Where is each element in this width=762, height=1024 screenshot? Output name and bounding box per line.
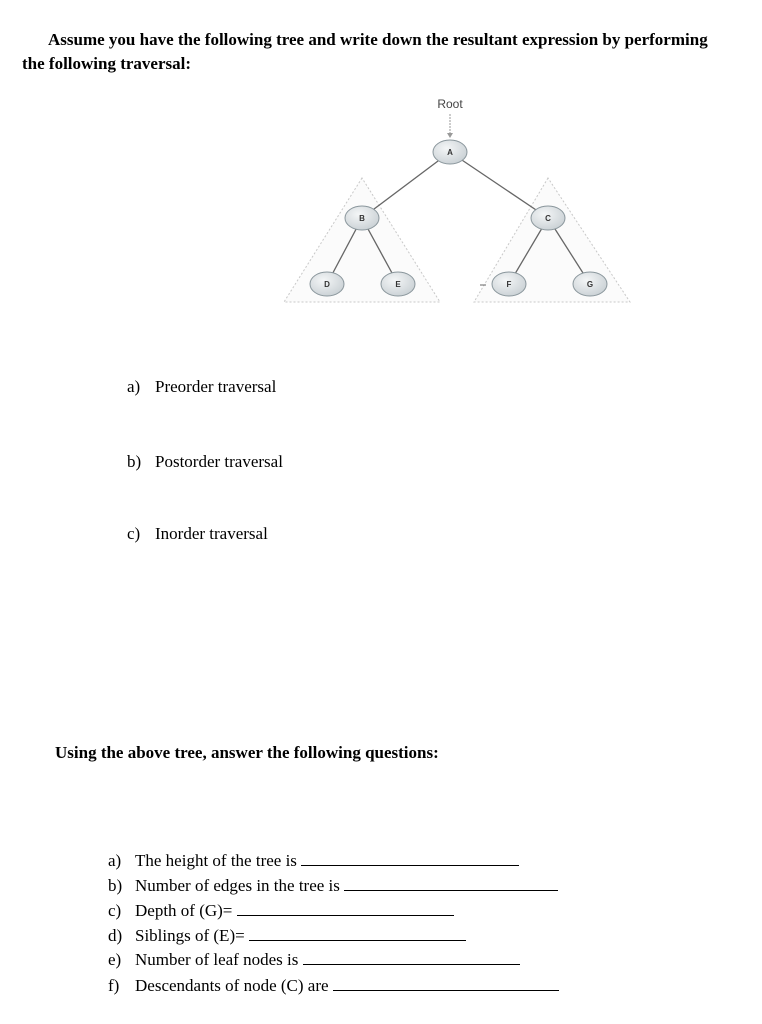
answer-blank[interactable] — [249, 924, 466, 941]
list-text: Postorder traversal — [155, 452, 283, 471]
question-edges — [108, 874, 558, 896]
svg-text:C: C — [545, 214, 551, 223]
question-leaf-nodes — [108, 948, 520, 970]
list-letter: c) — [108, 901, 122, 920]
answer-blank[interactable] — [303, 948, 520, 965]
answer-blank[interactable] — [344, 874, 558, 891]
list-letter: d) — [108, 926, 123, 945]
tree-node-c — [531, 206, 565, 230]
list-letter: c) — [127, 524, 141, 543]
question-text: Depth of (G)= — [135, 901, 233, 920]
question-text: Number of leaf nodes is — [135, 950, 299, 969]
question-text: Siblings of (E)= — [135, 926, 245, 945]
svg-text:G: G — [586, 280, 594, 289]
list-letter: b) — [127, 452, 142, 471]
traversal-item-inorder — [127, 524, 268, 544]
svg-text:B: B — [359, 214, 365, 223]
question-height — [108, 849, 519, 871]
tree-node-f — [492, 272, 526, 296]
traversal-item-preorder — [127, 377, 276, 397]
list-text: Inorder traversal — [155, 524, 268, 543]
left-subtree-triangle — [284, 178, 440, 302]
list-letter: a) — [108, 851, 122, 870]
edge-a-b — [362, 152, 450, 218]
instructions-text: Assume you have the following tree and write down the resultant expression by performing the following traversal: — [22, 30, 708, 73]
svg-text:D: D — [324, 280, 330, 289]
list-text: Preorder traversal — [155, 377, 277, 396]
tree-node-d — [310, 272, 344, 296]
question-descendants — [108, 974, 559, 996]
list-letter: e) — [108, 950, 122, 969]
answer-blank[interactable] — [333, 974, 559, 991]
answer-blank[interactable] — [237, 899, 454, 916]
tree-node-g — [573, 272, 607, 296]
questions-heading: Using the above tree, answer the following questions: — [55, 743, 439, 762]
list-letter: b) — [108, 876, 123, 895]
tree-node-a — [433, 140, 467, 164]
edge-a-c — [450, 152, 548, 218]
list-letter: f) — [108, 976, 120, 995]
answer-blank[interactable] — [301, 849, 519, 866]
question-siblings — [108, 924, 466, 946]
tree-node-b — [345, 206, 379, 230]
list-letter: a) — [127, 377, 141, 396]
svg-text:A: A — [447, 148, 453, 157]
root-arrow-head — [447, 133, 453, 138]
tree-node-e — [381, 272, 415, 296]
binary-tree-diagram — [270, 92, 640, 312]
root-label: Root — [437, 97, 463, 111]
question-text: Number of edges in the tree is — [135, 876, 340, 895]
question-text: The height of the tree is — [135, 851, 297, 870]
traversal-item-postorder — [127, 452, 283, 472]
question-text: Descendants of node (C) are — [135, 976, 329, 995]
question-depth — [108, 899, 454, 921]
svg-text:F: F — [506, 280, 512, 289]
svg-text:E: E — [395, 280, 401, 289]
